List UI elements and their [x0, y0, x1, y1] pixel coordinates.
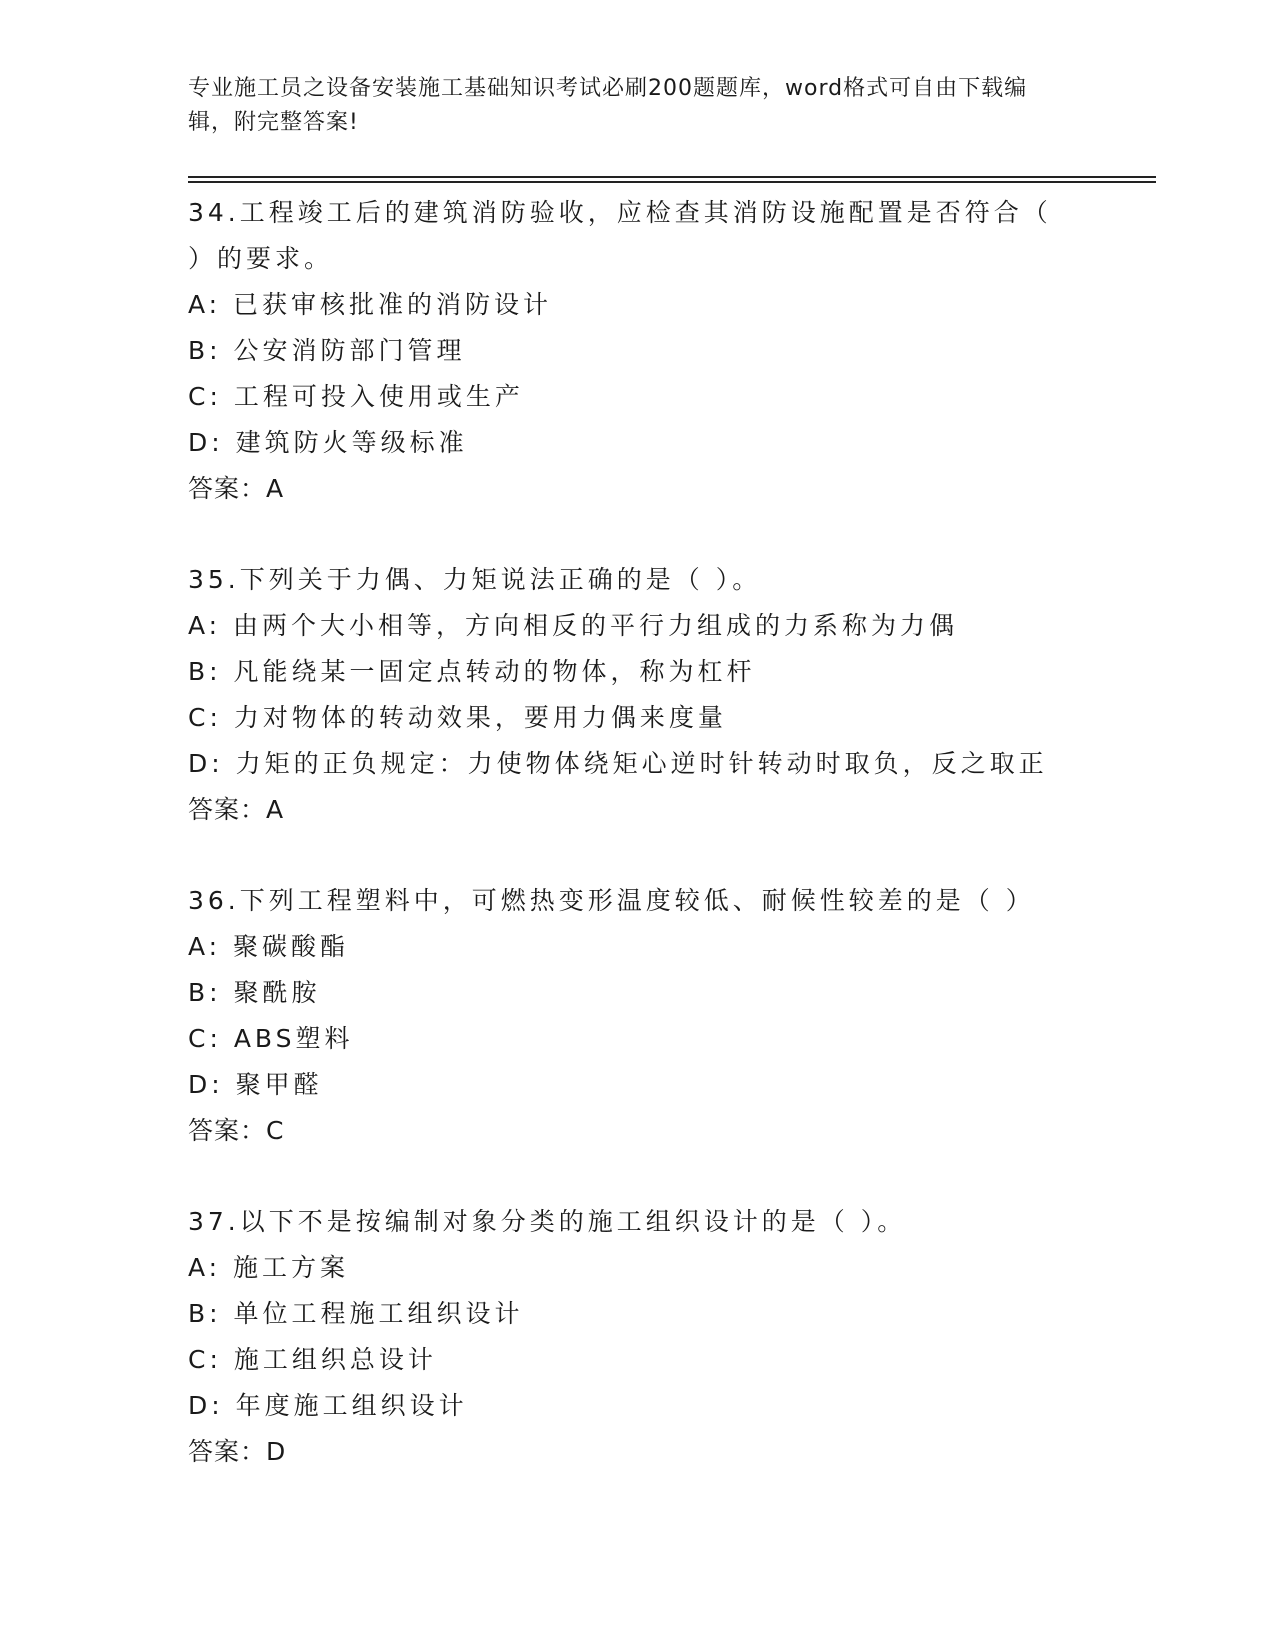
question-36 — [188, 878, 1088, 1154]
option-a: A: 施工方案 — [188, 1253, 350, 1282]
option-b: B: 凡能绕某一固定点转动的物体，称为杠杆 — [188, 657, 756, 686]
answer-value: A — [266, 474, 285, 503]
option-c: C: ABS塑料 — [188, 1024, 354, 1053]
option-a: A: 由两个大小相等，方向相反的平行力组成的力系称为力偶 — [188, 611, 959, 640]
question-37 — [188, 1199, 1088, 1475]
option-b: B: 公安消防部门管理 — [188, 336, 466, 365]
answer-label: 答案： — [188, 1437, 267, 1466]
option-a: A: 聚碳酸酯 — [188, 932, 350, 961]
option-d: D: 年度施工组织设计 — [188, 1391, 468, 1420]
answer-line — [188, 787, 1088, 833]
answer-value: C — [266, 1116, 285, 1145]
question-list — [188, 190, 1088, 1520]
answer-line — [188, 1429, 1088, 1475]
answer-label: 答案： — [188, 474, 267, 503]
header-rule-bottom — [188, 181, 1156, 183]
answer-line — [188, 1108, 1088, 1154]
question-stem: 37.以下不是按编制对象分类的施工组织设计的是（ ）。 — [188, 1207, 907, 1236]
option-d: D: 聚甲醛 — [188, 1070, 323, 1099]
answer-label: 答案： — [188, 795, 267, 824]
option-d: D: 力矩的正负规定：力使物体绕矩心逆时针转动时取负，反之取正 — [188, 749, 1048, 778]
option-c: C: 力对物体的转动效果，要用力偶来度量 — [188, 703, 727, 732]
option-b: B: 聚酰胺 — [188, 978, 321, 1007]
question-stem: 36.下列工程塑料中，可燃热变形温度较低、耐候性较差的是（ ） — [188, 886, 1035, 915]
question-stem: 35.下列关于力偶、力矩说法正确的是（ ）。 — [188, 565, 762, 594]
option-c: C: 施工组织总设计 — [188, 1345, 437, 1374]
question-stem: 34.工程竣工后的建筑消防验收，应检查其消防设施配置是否符合（ ）的要求。 — [188, 198, 1052, 273]
answer-label: 答案： — [188, 1116, 267, 1145]
answer-value: D — [266, 1437, 287, 1466]
question-35 — [188, 557, 1088, 833]
option-b: B: 单位工程施工组织设计 — [188, 1299, 524, 1328]
answer-value: A — [266, 795, 285, 824]
option-a: A: 已获审核批准的消防设计 — [188, 290, 553, 319]
document-header: 专业施工员之设备安装施工基础知识考试必刷200题题库，word格式可自由下载编辑，附完整答案! — [188, 76, 1028, 135]
answer-line — [188, 466, 1088, 512]
option-c: C: 工程可投入使用或生产 — [188, 382, 524, 411]
question-34 — [188, 190, 1088, 512]
header-rule-top — [188, 176, 1156, 178]
option-d: D: 建筑防火等级标准 — [188, 428, 468, 457]
